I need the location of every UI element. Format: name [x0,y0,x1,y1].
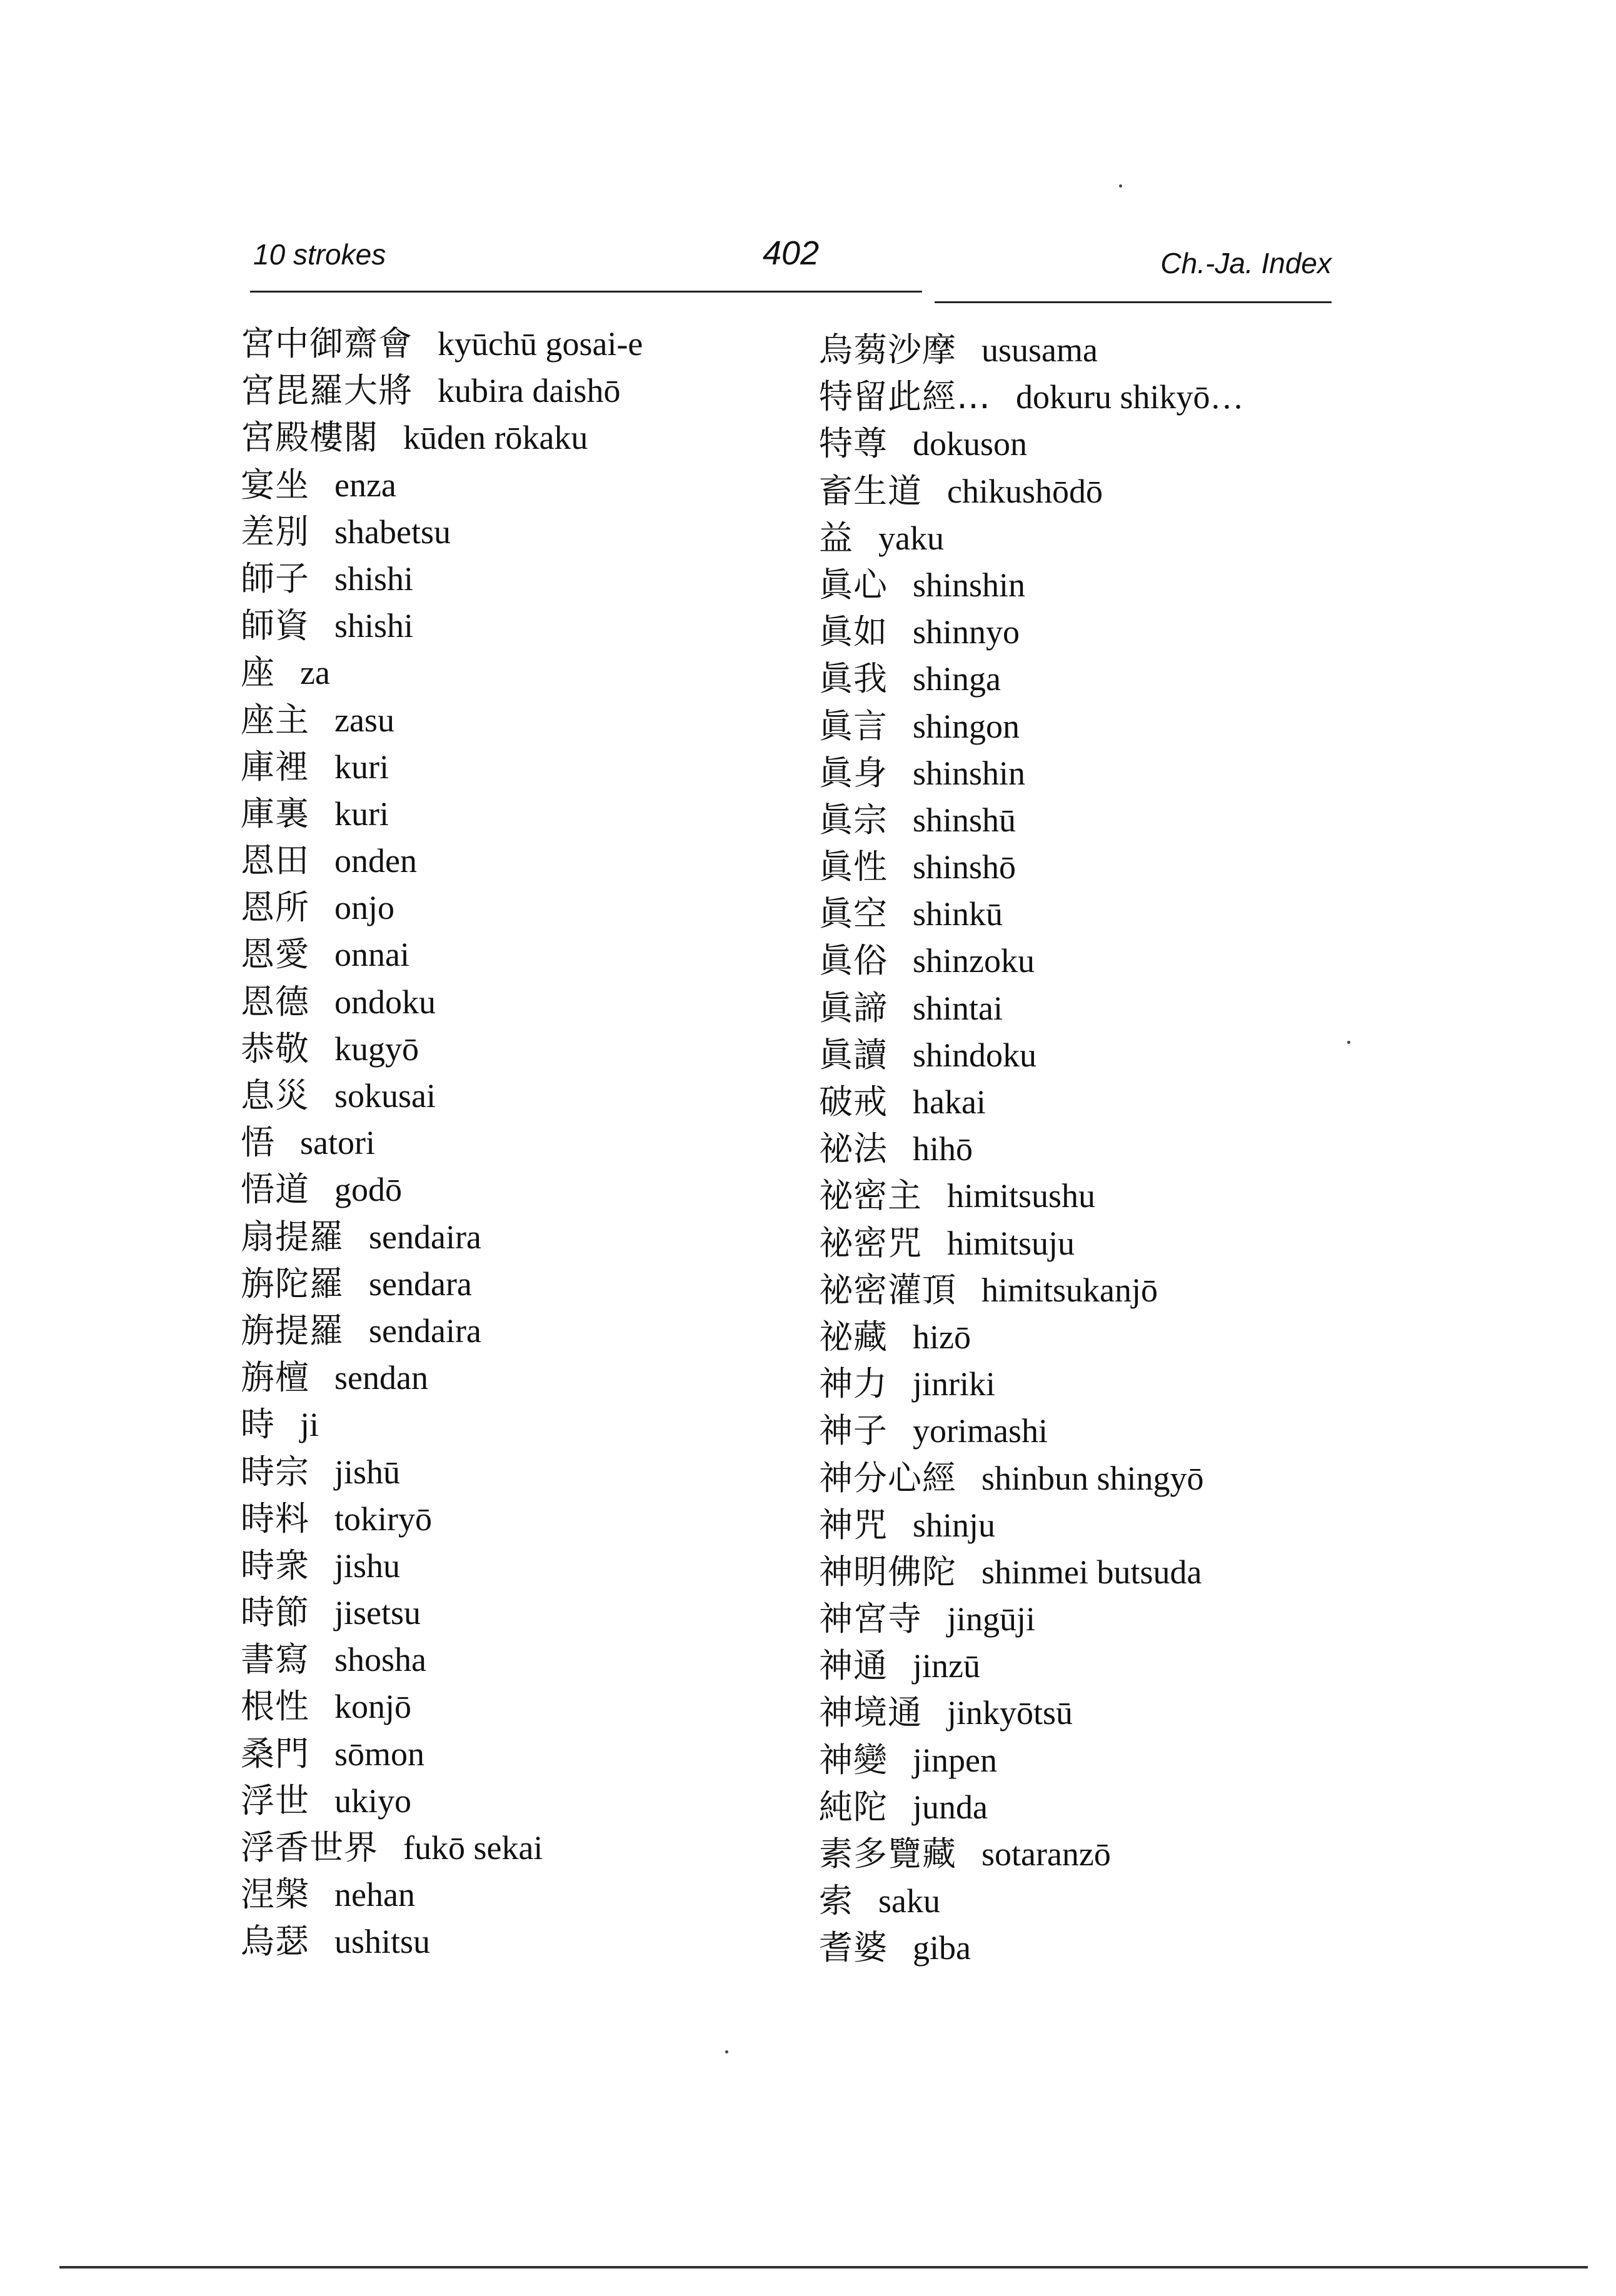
entry-kanji: 烏瑟 [241,1922,309,1962]
entry-reading: yorimashi [913,1412,1048,1450]
entry-kanji: 浮香世界 [241,1828,378,1867]
entry-kanji: 師子 [241,558,309,598]
entry-kanji: 眞心 [819,564,888,604]
index-entry [819,1313,1350,1360]
entry-kanji: 書寫 [241,1640,309,1680]
index-entry [241,602,803,649]
index-entry [819,1595,1350,1642]
index-entry [241,1871,803,1918]
entry-reading: sokusai [334,1077,436,1115]
index-entry [819,468,1350,514]
entry-reading: sendaira [369,1311,481,1350]
entry-reading: chikushōdō [947,472,1103,510]
entry-kanji: 素多覽藏 [819,1834,956,1873]
entry-kanji: 眞我 [819,659,888,699]
entry-reading: jinriki [913,1365,995,1403]
entry-kanji: 宴坐 [241,464,309,504]
index-entry [819,608,1350,655]
entry-reading: sōmon [334,1735,425,1773]
entry-reading: kubira daishō [438,372,621,410]
entry-reading: shinnyo [913,613,1020,651]
entry-kanji: 眞諦 [819,988,888,1028]
entry-reading: tokiryō [334,1500,432,1538]
entry-kanji: 旃提羅 [241,1310,344,1350]
entry-reading: godō [334,1171,402,1209]
entry-kanji: 眞如 [819,612,888,652]
index-entry [819,1548,1350,1595]
index-entry [241,1589,803,1636]
index-entry [241,367,803,414]
entry-kanji: 耆婆 [819,1928,888,1968]
entry-reading: himitsukanjō [981,1271,1158,1309]
entry-kanji: 神子 [819,1411,888,1451]
entry-kanji: 眞讀 [819,1035,888,1075]
index-entry [819,1455,1350,1501]
index-entry [241,1542,803,1589]
entry-kanji: 索 [819,1881,853,1921]
entry-kanji: 神境通 [819,1693,922,1733]
entry-reading: yaku [878,519,944,557]
index-entry [819,749,1350,796]
index-title: Ch.-Ja. Index [1160,247,1332,279]
entry-reading: shinju [913,1506,996,1544]
entry-kanji: 宮殿樓閣 [241,418,378,458]
entry-reading: ji [300,1406,319,1444]
entry-kanji: 恩愛 [241,935,309,975]
index-entry [819,1924,1350,1971]
entry-reading: kyūchū gosai-e [438,325,643,363]
index-entry [241,1683,803,1730]
entry-reading: shinga [913,660,1001,698]
entry-reading: za [300,654,330,692]
index-entry [241,1730,803,1777]
entry-kanji: 悟 [241,1123,275,1163]
entry-reading: shinbun shingyō [981,1459,1204,1497]
entry-kanji: 旃陀羅 [241,1263,344,1303]
entry-reading: dokuru shikyō… [1016,378,1244,416]
index-entry [241,555,803,602]
entry-kanji: 庫裏 [241,793,309,833]
entry-reading: sendara [369,1265,472,1303]
entry-kanji: 宮中御齋會 [241,324,413,363]
entry-kanji: 祕藏 [819,1316,888,1356]
entry-reading: shinmei butsuda [981,1553,1202,1591]
section-label: 10 strokes [253,238,386,271]
entry-reading: jishu [334,1547,401,1585]
index-column-left [241,320,803,1965]
index-entry [819,1501,1350,1548]
index-entry [241,1072,803,1119]
entry-kanji: 恩德 [241,981,309,1021]
header-rule-right [935,301,1332,303]
index-entry [241,320,803,367]
entry-kanji: 恭敬 [241,1028,309,1068]
index-entry [241,978,803,1025]
entry-reading: saku [878,1882,940,1920]
index-entry [241,649,803,696]
index-entry [241,1025,803,1072]
entry-reading: sotaranzō [981,1835,1111,1873]
running-header [253,234,1332,288]
entry-kanji: 眞性 [819,847,888,887]
entry-kanji: 座主 [241,699,309,739]
index-entry [241,1166,803,1213]
entry-reading: jinkyōtsū [947,1694,1073,1732]
index-entry [819,703,1350,749]
entry-kanji: 恩所 [241,888,309,928]
index-entry [241,1307,803,1354]
entry-reading: ondoku [334,983,436,1021]
index-entry [241,1495,803,1542]
entry-kanji: 益 [819,518,853,558]
entry-reading: konjō [334,1688,412,1726]
scan-speck [1347,1041,1350,1044]
entry-kanji: 座 [241,653,275,693]
index-entry [819,1360,1350,1407]
entry-kanji: 旃檀 [241,1358,309,1398]
entry-reading: shinshū [913,801,1016,839]
scan-edge-line [59,2266,1588,2268]
index-entry [819,561,1350,608]
entry-kanji: 時宗 [241,1451,309,1491]
entry-reading: sendaira [369,1218,481,1256]
index-entry [819,985,1350,1031]
index-entry [241,1401,803,1448]
entry-reading: kuri [334,748,389,786]
entry-reading: shosha [334,1641,426,1679]
entry-reading: jingūji [947,1600,1036,1638]
entry-reading: shinshin [913,566,1026,604]
entry-kanji: 眞言 [819,706,888,746]
index-entry [819,1031,1350,1078]
entry-reading: shishi [334,559,414,598]
entry-kanji: 時料 [241,1498,309,1538]
entry-kanji: 差別 [241,511,309,551]
index-entry [819,1689,1350,1736]
index-entry [241,931,803,978]
entry-reading: jinzū [913,1647,980,1685]
index-entry [819,326,1350,373]
entry-reading: ukiyo [334,1782,412,1820]
index-entry [241,743,803,790]
entry-kanji: 悟道 [241,1170,309,1210]
entry-kanji: 神分心經 [819,1458,956,1498]
page-number: 402 [763,234,820,272]
entry-reading: giba [913,1929,971,1967]
entry-reading: dokuson [913,425,1028,463]
entry-kanji: 神通 [819,1646,888,1686]
entry-kanji: 祕密灌頂 [819,1270,956,1310]
index-entry [819,1407,1350,1454]
index-entry [241,461,803,508]
entry-reading: shishi [334,607,414,645]
entry-kanji: 祕密主 [819,1176,922,1216]
index-entry [819,1783,1350,1830]
entry-kanji: 純陀 [819,1787,888,1827]
entry-reading: himitsuju [947,1224,1075,1262]
entry-reading: shinkū [913,895,1003,933]
entry-kanji: 扇提羅 [241,1216,344,1256]
scan-speck [1119,184,1122,188]
entry-reading: jisetsu [334,1594,421,1632]
entry-reading: shintai [913,989,1003,1027]
entry-kanji: 時節 [241,1593,309,1633]
entry-kanji: 神宮寺 [819,1599,922,1639]
entry-kanji: 涅槃 [241,1875,309,1915]
index-entry [241,837,803,884]
entry-kanji: 息災 [241,1076,309,1115]
index-entry [241,414,803,461]
entry-reading: onden [334,842,417,880]
index-entry [819,1172,1350,1219]
index-entry [241,1260,803,1307]
entry-kanji: 眞俗 [819,941,888,981]
entry-reading: ushitsu [334,1923,431,1961]
index-entry [819,1830,1350,1877]
entry-kanji: 烏蒭沙摩 [819,330,956,369]
entry-kanji: 神力 [819,1364,888,1404]
entry-reading: shinshō [913,848,1016,886]
entry-reading: kuri [334,795,389,833]
index-entry [819,1266,1350,1313]
entry-kanji: 眞宗 [819,800,888,840]
entry-kanji: 畜生道 [819,471,922,511]
index-entry [819,420,1350,467]
entry-reading: onnai [334,936,409,974]
entry-reading: fukō sekai [403,1829,543,1867]
entry-reading: hihō [913,1130,973,1168]
entry-reading: jishū [334,1453,401,1491]
index-entry [241,1824,803,1871]
entry-kanji: 破戒 [819,1082,888,1121]
entry-kanji: 庫裡 [241,746,309,786]
scan-speck [725,2050,728,2053]
entry-kanji: 宮毘羅大將 [241,371,413,411]
index-entry [819,1220,1350,1266]
entry-reading: ususama [981,331,1098,369]
index-entry [241,1119,803,1166]
entry-reading: satori [300,1124,375,1162]
entry-kanji: 恩田 [241,841,309,881]
index-entry [241,1777,803,1824]
index-entry [241,696,803,743]
entry-kanji: 神明佛陀 [819,1552,956,1592]
entry-reading: shindoku [913,1036,1037,1074]
index-entry [241,1213,803,1260]
entry-reading: himitsushu [947,1177,1096,1215]
index-entry [819,1737,1350,1783]
index-entry [241,508,803,555]
entry-reading: kugyō [334,1030,419,1068]
entry-kanji: 祕密咒 [819,1223,922,1263]
entry-kanji: 桑門 [241,1733,309,1773]
entry-kanji: 祕法 [819,1129,888,1169]
index-entry [819,514,1350,561]
entry-reading: jinpen [913,1741,997,1779]
index-entry [241,1636,803,1683]
entry-kanji: 特尊 [819,424,888,464]
entry-kanji: 浮世 [241,1780,309,1820]
index-entry [819,1642,1350,1689]
index-entry [241,884,803,931]
entry-kanji: 眞空 [819,894,888,934]
index-entry [241,1354,803,1401]
entry-kanji: 特留此經… [819,377,991,417]
index-entry [241,790,803,837]
entry-reading: hakai [913,1083,986,1121]
entry-reading: sendan [334,1359,428,1397]
entry-kanji: 時衆 [241,1545,309,1585]
index-entry [819,937,1350,984]
index-entry [241,1448,803,1495]
index-entry [819,655,1350,702]
entry-reading: shingon [913,707,1020,745]
entry-reading: nehan [334,1876,415,1914]
entry-kanji: 眞身 [819,753,888,793]
index-entry [819,1078,1350,1125]
index-entry [819,1877,1350,1924]
index-entry [819,373,1350,420]
index-entry [819,796,1350,843]
entry-reading: shinshin [913,754,1026,792]
entry-kanji: 神咒 [819,1505,888,1545]
entry-reading: hizō [913,1318,971,1356]
header-rule-left [250,291,922,293]
index-entry [819,843,1350,890]
entry-kanji: 師資 [241,606,309,646]
entry-reading: shabetsu [334,513,451,551]
index-column-right [819,326,1350,1972]
index-entry [819,890,1350,937]
entry-reading: junda [913,1788,988,1826]
entry-kanji: 根性 [241,1687,309,1727]
entry-reading: enza [334,466,396,504]
index-entry [819,1125,1350,1172]
entry-reading: kūden rōkaku [403,419,588,457]
index-entry [241,1918,803,1965]
entry-reading: onjo [334,889,395,927]
entry-reading: shinzoku [913,942,1035,980]
entry-kanji: 時 [241,1405,275,1445]
entry-kanji: 神變 [819,1740,888,1780]
entry-reading: zasu [334,701,394,739]
